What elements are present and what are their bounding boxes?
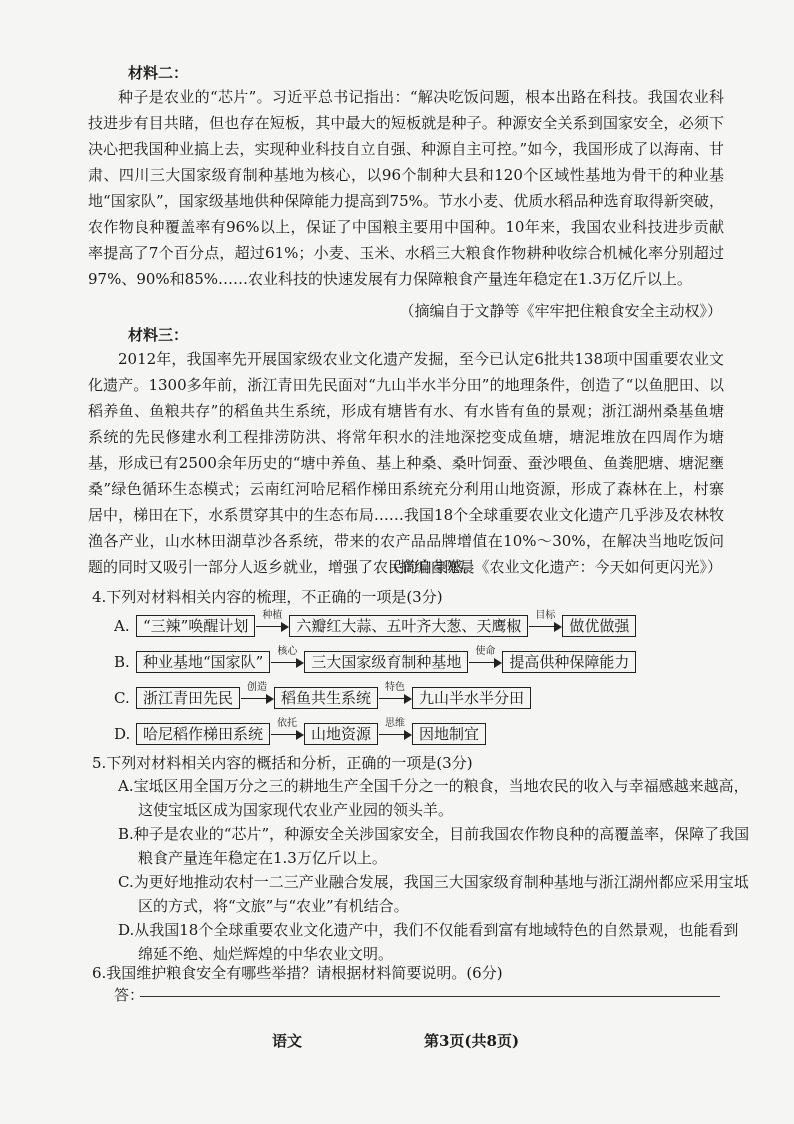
question-4-stem: 4.下列对材料相关内容的梳理，不正确的一项是(3分) (92, 588, 443, 606)
q5-choice-a[interactable]: A.宝坻区用全国万分之三的耕地生产全国千分之一的粮食，当地农民的收入与幸福感越来越高，这使宝坻区成为国家现代农业产业园的领头羊。 (118, 777, 749, 819)
flow-box: 山地资源 (304, 723, 378, 745)
footer-page-number: 第3页(共8页) (424, 1032, 520, 1050)
material3-source: （摘编自陈晨《农业文化遗产：今天如何更闪光》） (384, 558, 722, 576)
answer-label: 答： (114, 986, 145, 1004)
material3-heading: 材料三： (128, 326, 189, 344)
arrow-label: 特色 (385, 682, 406, 693)
flow-arrow (240, 682, 274, 708)
arrow-label: 依托 (277, 718, 298, 729)
arrow-label: 创造 (247, 682, 268, 693)
q4-option-d[interactable] (114, 718, 486, 746)
flow-arrow (528, 610, 562, 636)
answer-line[interactable] (140, 996, 720, 997)
flow-box: 哈尼稻作梯田系统 (136, 723, 270, 745)
footer-subject: 语文 (272, 1032, 303, 1050)
arrow-label: 核心 (277, 646, 298, 657)
flow-arrow (378, 682, 412, 708)
flow-box: 六瓣红大蒜、五叶齐大葱、天鹰椒 (289, 615, 528, 637)
flow-box: 做优做强 (562, 615, 636, 637)
q5-choice-b[interactable]: B.种子是农业的“芯片”，种源安全关涉国家安全，目前我国农作物良种的高覆盖率，保障了我国粮食产量连年稳定在1.3万亿斤以上。 (118, 825, 750, 867)
option-letter: D. (114, 725, 131, 743)
arrow-label: 种植 (262, 610, 283, 621)
option-letter: A. (114, 617, 130, 635)
flow-box: 三大国家级育制种基地 (304, 651, 468, 673)
q4-option-b[interactable] (114, 646, 636, 674)
q4-option-c[interactable] (114, 682, 531, 710)
q5-choice-c[interactable]: C.为更好地推动农村一二三产业融合发展，我国三大国家级育制种基地与浙江湖州都应采用宝坻区的方式，将“文旅”与“农业”有机结合。 (118, 873, 749, 915)
flow-arrow (255, 610, 289, 636)
q4-option-a[interactable] (114, 610, 636, 638)
question-6-stem: 6.我国维护粮食安全有哪些举措？请根据材料简要说明。(6分) (92, 964, 503, 982)
flow-box: “三辣”唤醒计划 (136, 615, 255, 637)
flow-box: 因地制宜 (412, 723, 486, 745)
flow-box: 提高供种保障能力 (502, 651, 636, 673)
arrow-label: 使命 (475, 646, 496, 657)
arrow-label: 目标 (535, 610, 556, 621)
flow-arrow (468, 646, 502, 672)
flow-box: 种业基地“国家队” (136, 651, 270, 673)
flow-box: 浙江青田先民 (136, 687, 240, 709)
material3-body: 2012年，我国率先开展国家级农业文化遗产发掘，至今已认定6批共138项中国重要农业文化遗产。1300多年前，浙江青田先民面对“九山半水半分田”的地理条件，创造了“以鱼肥田、以稻养鱼、鱼粮共存”的稻鱼共生系统，形成有塘皆有水、有水皆有鱼的景观；浙江湖州桑基鱼塘系统的先民修建水利工程排涝防洪、将常年积水的洼地深挖变成鱼塘，塘泥堆放在四周作为塘基，形成已有2500余年历史的“塘中养鱼、基上种桑、桑叶饲蚕、蚕沙喂鱼、鱼粪肥塘、塘泥壅桑”绿色循环生态模式；云南红河哈尼稻作梯田系统充分利用山地资源，形成了森林在上，村寨居中，梯田在下，水系贯穿其中的生态布局……我国18个全球重要农业文化遗产几乎涉及农林牧渔各产业，山水林田湖草沙各系统，带来的农产品品牌增值在10%～30%，在解决当地吃饭问题的同时又吸引一部分人返乡就业，增强了农民的自豪感。 (88, 350, 724, 576)
flow-arrow (378, 718, 412, 744)
arrow-label: 思维 (385, 718, 406, 729)
material2-heading: 材料二： (128, 64, 189, 82)
flow-arrow (270, 646, 304, 672)
material2-source: （摘编自于文静等《牢牢把住粮食安全主动权》） (399, 302, 722, 320)
option-letter: C. (114, 689, 130, 707)
flow-arrow (270, 718, 304, 744)
material2-body: 种子是农业的“芯片”。习近平总书记指出：“解决吃饭问题，根本出路在科技。我国农业科技进步有目共睹，但也存在短板，其中最大的短板就是种子。种源安全关系到国家安全，必须下决心把我国种业搞上去，实现种业科技自立自强、种源自主可控。”如今，我国形成了以海南、甘肃、四川三大国家级育制种基地为核心，以96个制种大县和120个区域性基地为骨干的种业基地“国家队”，国家级基地供种保障能力提高到75%。节水小麦、优质水稻品种选育取得新突破，农作物良种覆盖率有96%以上，保证了中国粮主要用中国种。10年来，我国农业科技进步贡献率提高了7个百分点，超过61%；小麦、玉米、水稻三大粮食作物耕种收综合机械化率分别超过97%、90%和85%……农业科技的快速发展有力保障粮食产量连年稳定在1.3万亿斤以上。 (88, 88, 724, 288)
question-5-stem: 5.下列对材料相关内容的概括和分析，正确的一项是(3分) (92, 754, 473, 772)
flow-box: 九山半水半分田 (412, 687, 531, 709)
flow-box: 稻鱼共生系统 (274, 687, 378, 709)
q5-choice-d[interactable]: D.从我国18个全球重要农业文化遗产中，我们不仅能看到富有地域特色的自然景观，也能看到绵延不绝、灿烂辉煌的中华农业文明。 (118, 921, 739, 963)
option-letter: B. (114, 653, 130, 671)
